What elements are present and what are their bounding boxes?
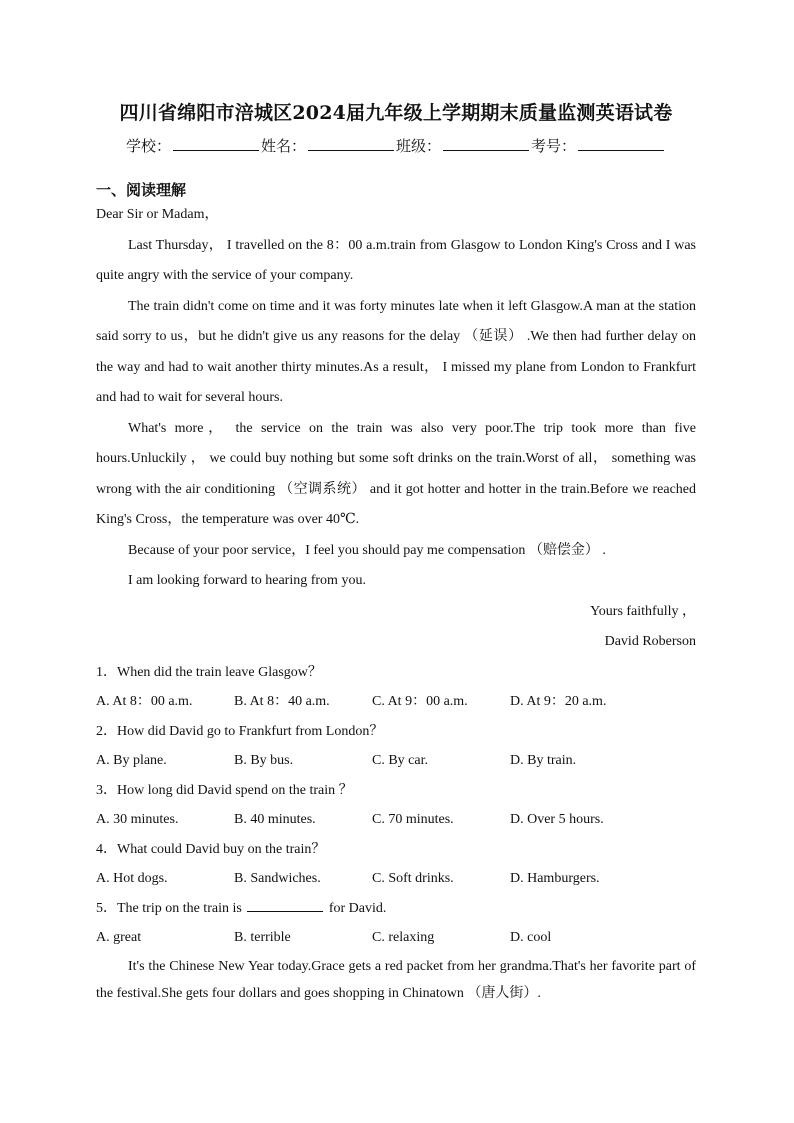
question-block (96, 776, 696, 835)
letter-paragraph: What's more， the service on the train was also very poor.The trip took more than five hours.Unluckily ， we could buy nothing but some soft drinks on the train.Worst of all， something was wrong with the air conditioning （空调系统） and it got hotter and hotter in the train.Before we reached King's Cross，the temperature was over 40℃. (96, 420, 696, 527)
option-c[interactable]: C. At 9：00 a.m. (372, 694, 468, 709)
exam-number-blank[interactable] (578, 136, 664, 151)
question-stem: 3．How long did David spend on the train ？ (96, 782, 353, 798)
option-row (96, 746, 696, 776)
option-b[interactable]: B. At 8：40 a.m. (234, 694, 330, 709)
option-c[interactable]: C. 70 minutes. (372, 812, 454, 827)
option-row (96, 923, 696, 953)
passage-paragraph: It's the Chinese New Year today.Grace gets a red packet from her grandma.That's her favorite part of the festival.She gets four dollars and goes shopping in Chinatown （唐人街）. (96, 958, 696, 1001)
letter-paragraph: The train didn't come on time and it was forty minutes late when it left Glasgow.A man at the station said sorry to us，but he didn't give us any reasons for the delay （延误） .We then had further delay on the way and had to wait another thirty minutes.As a result， I missed my plane from London to Frankfurt and had to wait for several hours. (96, 298, 696, 405)
question-block (96, 658, 696, 717)
class-blank[interactable] (443, 136, 529, 151)
option-b[interactable]: B. terrible (234, 930, 291, 945)
question-stem: 4．What could David buy on the train？ (96, 841, 326, 857)
option-a[interactable]: A. By plane. (96, 753, 167, 768)
option-row (96, 805, 696, 835)
letter-signature: David Roberson (604, 634, 696, 649)
class-label: 班级： (396, 137, 442, 155)
letter-paragraph: Last Thursday， I travelled on the 8：00 a.m.train from Glasgow to London King's Cross and I was quite angry with the service of your company. (96, 237, 696, 283)
question-stem: 2．How did David go to Frankfurt from London？ (96, 723, 384, 739)
exam-number-label: 考号： (531, 137, 577, 155)
option-d[interactable]: D. At 9：20 a.m. (510, 694, 607, 709)
option-b[interactable]: B. By bus. (234, 753, 294, 768)
section-title: 一、阅读理解 (96, 181, 187, 199)
question-stem (96, 894, 696, 924)
question-block (96, 717, 696, 776)
option-d[interactable]: D. By train. (510, 753, 577, 768)
student-info-line (96, 136, 696, 156)
option-a[interactable]: A. great (96, 930, 142, 945)
school-label: 学校： (125, 137, 171, 155)
option-c[interactable]: C. relaxing (372, 930, 435, 945)
exam-title: 四川省绵阳市涪城区2024届九年级上学期期末质量监测英语试卷 (119, 102, 673, 124)
letter-paragraph: Because of your poor service，I feel you should pay me compensation （赔偿金） . (128, 542, 606, 558)
name-label: 姓名： (260, 137, 306, 155)
option-row (96, 687, 696, 717)
option-a[interactable]: A. 30 minutes. (96, 812, 179, 827)
question-block (96, 835, 696, 894)
letter-closing: Yours faithfully ， (590, 603, 696, 619)
option-d[interactable]: D. Over 5 hours. (510, 812, 604, 827)
option-a[interactable]: A. Hot dogs. (96, 871, 168, 886)
option-b[interactable]: B. Sandwiches. (234, 871, 321, 886)
question-block (96, 894, 696, 953)
name-blank[interactable] (308, 136, 394, 151)
option-b[interactable]: B. 40 minutes. (234, 812, 316, 827)
option-a[interactable]: A. At 8：00 a.m. (96, 694, 193, 709)
option-row (96, 864, 696, 894)
letter-paragraph: I am looking forward to hearing from you. (128, 573, 366, 588)
option-c[interactable]: C. By car. (372, 753, 428, 768)
option-d[interactable]: D. Hamburgers. (510, 871, 600, 886)
option-d[interactable]: D. cool (510, 930, 552, 945)
question-stem-before: 5．The trip on the train is (96, 900, 246, 916)
answer-blank[interactable] (247, 897, 323, 912)
question-stem: 1．When did the train leave Glasgow？ (96, 664, 322, 680)
school-blank[interactable] (173, 136, 259, 151)
question-stem-after: for David. (325, 900, 387, 916)
exam-page (96, 100, 696, 1007)
letter-greeting: Dear Sir or Madam， (96, 207, 219, 222)
option-c[interactable]: C. Soft drinks. (372, 871, 454, 886)
